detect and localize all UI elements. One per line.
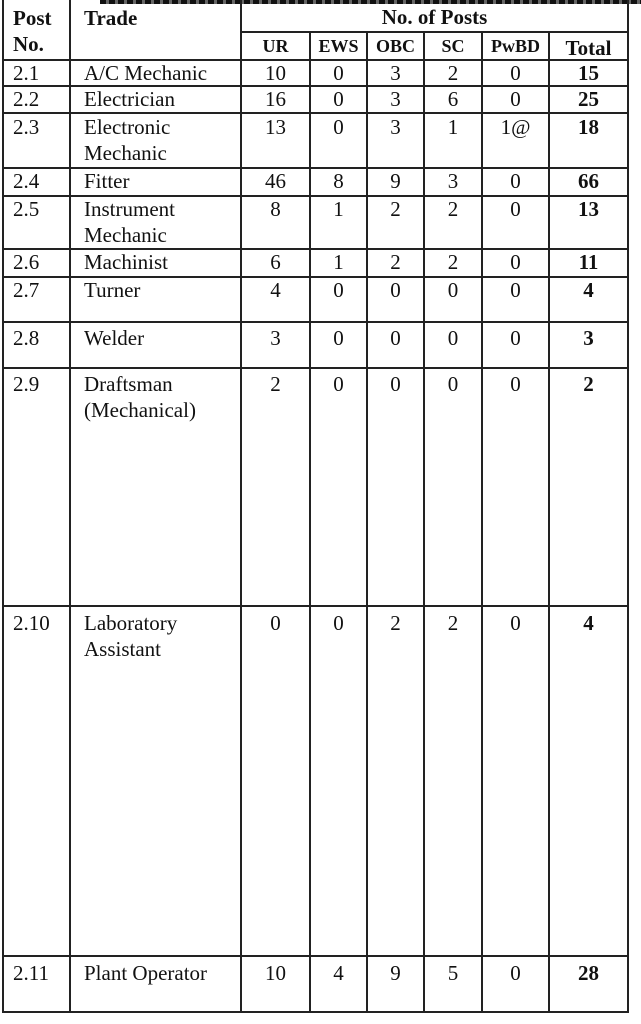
grid-line bbox=[2, 367, 629, 369]
cell-post-no: 2.6 bbox=[13, 250, 40, 274]
cell-post-no: 2.3 bbox=[13, 115, 40, 139]
cell-total: 3 bbox=[583, 326, 594, 350]
cell-obc: 3 bbox=[390, 115, 401, 139]
cell-obc: 2 bbox=[390, 197, 401, 221]
cell-obc: 9 bbox=[390, 961, 401, 985]
grid-line bbox=[2, 1011, 629, 1013]
cell-pwbd: 0 bbox=[510, 961, 521, 985]
cell-ews: 0 bbox=[333, 87, 344, 111]
cell-ur: 46 bbox=[265, 169, 286, 193]
header-no-of-posts: No. of Posts bbox=[381, 5, 488, 29]
grid-line bbox=[240, 0, 242, 1013]
cell-obc: 0 bbox=[390, 326, 401, 350]
cell-obc: 3 bbox=[390, 87, 401, 111]
cell-total: 25 bbox=[578, 87, 599, 111]
grid-line bbox=[2, 0, 4, 1013]
header-col-sc: SC bbox=[441, 36, 465, 56]
cell-ews: 4 bbox=[333, 961, 344, 985]
cell-ur: 10 bbox=[265, 961, 286, 985]
header-col-pwbd: PwBD bbox=[491, 36, 540, 56]
cell-sc: 2 bbox=[447, 250, 459, 274]
cell-ews: 0 bbox=[333, 611, 344, 635]
cell-post-no: 2.7 bbox=[13, 278, 40, 302]
cell-trade: Mechanic bbox=[84, 223, 167, 247]
cell-ur: 13 bbox=[265, 115, 286, 139]
cell-sc: 2 bbox=[447, 61, 459, 85]
cell-trade: Welder bbox=[84, 326, 145, 350]
cell-ur: 16 bbox=[265, 87, 286, 111]
cell-pwbd: 0 bbox=[510, 197, 521, 221]
cell-trade: Turner bbox=[84, 278, 141, 302]
cell-obc: 9 bbox=[390, 169, 401, 193]
header-col-total: Total bbox=[565, 36, 612, 60]
cell-total: 4 bbox=[583, 611, 594, 635]
cell-ur: 6 bbox=[270, 250, 281, 274]
cell-total: 11 bbox=[578, 250, 599, 274]
cell-trade: Instrument bbox=[84, 197, 175, 221]
cell-pwbd: 0 bbox=[510, 87, 521, 111]
grid-line bbox=[2, 955, 629, 957]
cell-pwbd: 0 bbox=[510, 169, 521, 193]
cell-sc: 6 bbox=[447, 87, 459, 111]
cell-ur: 4 bbox=[270, 278, 281, 302]
cell-ur: 3 bbox=[270, 326, 281, 350]
cell-post-no: 2.5 bbox=[13, 197, 40, 221]
cell-sc: 2 bbox=[447, 611, 459, 635]
cell-pwbd: 0 bbox=[510, 326, 521, 350]
cell-obc: 2 bbox=[390, 250, 401, 274]
header-post-no-line1: Post bbox=[13, 6, 52, 30]
cell-sc: 0 bbox=[447, 326, 459, 350]
cell-trade: Electronic bbox=[84, 115, 171, 139]
cell-ews: 8 bbox=[333, 169, 344, 193]
grid-line bbox=[2, 605, 629, 607]
cell-ews: 0 bbox=[333, 115, 344, 139]
grid-line bbox=[69, 0, 71, 1013]
cell-ews: 0 bbox=[333, 278, 344, 302]
cell-total: 28 bbox=[578, 961, 599, 985]
cell-trade: Mechanic bbox=[84, 141, 167, 165]
cell-sc: 3 bbox=[447, 169, 459, 193]
cell-post-no: 2.10 bbox=[13, 611, 50, 635]
cell-ur: 10 bbox=[265, 61, 286, 85]
cell-pwbd: 0 bbox=[510, 611, 521, 635]
cell-sc: 5 bbox=[447, 961, 459, 985]
cell-obc: 3 bbox=[390, 61, 401, 85]
header-col-ur: UR bbox=[262, 36, 289, 56]
cell-total: 18 bbox=[578, 115, 599, 139]
cell-trade: (Mechanical) bbox=[84, 398, 196, 422]
cell-ur: 2 bbox=[270, 372, 281, 396]
cell-obc: 0 bbox=[390, 278, 401, 302]
cell-post-no: 2.11 bbox=[13, 961, 49, 985]
header-trade: Trade bbox=[84, 6, 138, 30]
cell-post-no: 2.4 bbox=[13, 169, 40, 193]
cell-trade: Draftsman bbox=[84, 372, 173, 396]
cell-pwbd: 0 bbox=[510, 61, 521, 85]
grid-line bbox=[2, 321, 629, 323]
cell-obc: 0 bbox=[390, 372, 401, 396]
cell-post-no: 2.9 bbox=[13, 372, 40, 396]
header-col-ews: EWS bbox=[318, 36, 359, 56]
cell-ews: 0 bbox=[333, 326, 344, 350]
cell-total: 2 bbox=[583, 372, 594, 396]
header-col-obc: OBC bbox=[375, 36, 415, 56]
cell-ur: 8 bbox=[270, 197, 281, 221]
cell-trade: Electrician bbox=[84, 87, 175, 111]
cell-trade: Fitter bbox=[84, 169, 130, 193]
cell-ews: 0 bbox=[333, 61, 344, 85]
cell-sc: 0 bbox=[447, 278, 459, 302]
cell-sc: 2 bbox=[447, 197, 459, 221]
header-post-no-line2: No. bbox=[13, 32, 44, 56]
cell-total: 4 bbox=[583, 278, 594, 302]
cell-pwbd: 1@ bbox=[500, 115, 531, 139]
cell-sc: 1 bbox=[447, 115, 459, 139]
cell-trade: A/C Mechanic bbox=[84, 61, 208, 85]
cell-ur: 0 bbox=[270, 611, 281, 635]
cell-total: 13 bbox=[578, 197, 599, 221]
cell-obc: 2 bbox=[390, 611, 401, 635]
cell-pwbd: 0 bbox=[510, 278, 521, 302]
cell-total: 15 bbox=[578, 61, 599, 85]
cell-ews: 1 bbox=[333, 250, 344, 274]
cell-pwbd: 0 bbox=[510, 250, 521, 274]
grid-line bbox=[627, 0, 629, 1013]
cell-post-no: 2.2 bbox=[13, 87, 40, 111]
cell-trade: Plant Operator bbox=[84, 961, 208, 985]
cell-total: 66 bbox=[578, 169, 599, 193]
cell-post-no: 2.1 bbox=[13, 61, 40, 85]
cell-trade: Machinist bbox=[84, 250, 168, 274]
cell-post-no: 2.8 bbox=[13, 326, 40, 350]
cell-ews: 1 bbox=[333, 197, 344, 221]
cell-pwbd: 0 bbox=[510, 372, 521, 396]
cell-ews: 0 bbox=[333, 372, 344, 396]
cell-trade: Laboratory bbox=[84, 611, 178, 635]
cell-trade: Assistant bbox=[84, 637, 162, 661]
cell-sc: 0 bbox=[447, 372, 459, 396]
